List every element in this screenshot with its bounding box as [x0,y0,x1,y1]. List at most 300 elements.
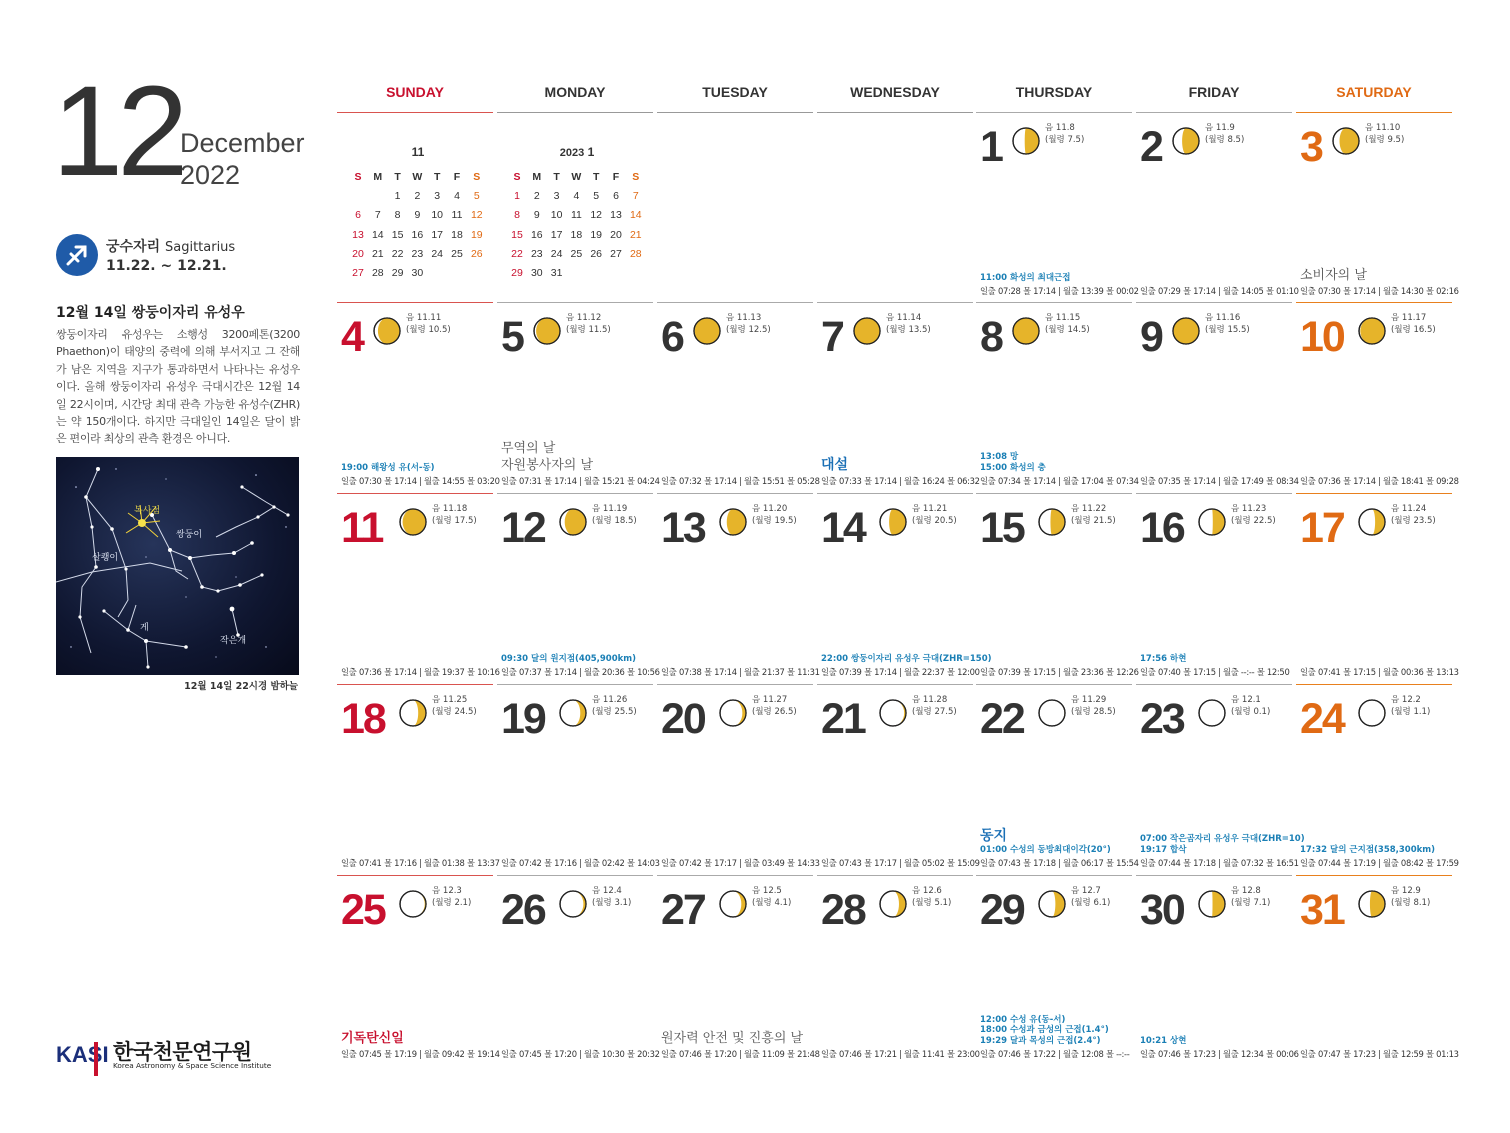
sun-moon-times: 일출 07:38 몰 17:14 | 월출 21:37 몰 11:31 [661,667,820,677]
lunar-date: 음 11.16 (월령 15.5) [1205,313,1250,335]
day-cell[interactable] [976,493,1139,682]
mini-calendar-day: 3 [434,190,441,203]
day-number: 23 [1140,695,1184,743]
day-number: 27 [661,886,705,934]
lunar-date: 음 12.6 (월령 5.1) [912,886,952,908]
gemini-label: 쌍둥이 [176,530,203,540]
solar-term-label: 동지 [980,828,1008,845]
lunar-date: 음 11.23 (월령 22.5) [1231,504,1276,526]
lunar-date: 음 11.11 (월령 10.5) [406,313,451,335]
day-cell[interactable] [817,302,980,491]
lunar-date: 음 12.5 (월령 4.1) [752,886,792,908]
mini-calendar-day: 14 [371,228,384,241]
sun-moon-times: 일출 07:47 몰 17:23 | 월출 12:59 몰 01:13 [1300,1049,1459,1059]
mini-calendar-day: 18 [451,228,463,241]
day-cell[interactable] [337,493,500,682]
mini-calendar-day: 12 [470,209,483,222]
mini-calendar-day: 26 [590,247,603,260]
day-cell[interactable] [337,302,500,491]
mini-calendar-day: T [553,171,560,183]
moon-phase-icon [1358,508,1386,536]
day-number: 26 [501,886,545,934]
mini-calendar-day: 29 [511,267,523,279]
mini-calendar-day: 13 [352,228,364,241]
night-sky-image [56,457,299,675]
day-number: 25 [341,886,385,934]
mini-calendar-day: S [473,171,481,183]
sun-moon-times: 일출 07:42 몰 17:16 | 월출 02:42 몰 14:03 [501,858,660,868]
day-number: 7 [821,313,843,361]
day-number: 28 [821,886,865,934]
lunar-date: 음 11.22 (월령 21.5) [1071,504,1116,526]
mini-calendar-day: 29 [391,267,404,279]
moon-phase-icon [1038,890,1066,918]
mini-calendar-day: 1 [514,190,520,203]
weekday-header-sunday: SUNDAY [337,84,493,113]
day-number: 4 [341,313,363,361]
astronomy-event: 22:00 쌍둥이자리 유성우 극대(ZHR=150) [821,654,992,665]
day-events [1300,267,1456,284]
mini-calendar-day: 12 [590,209,603,222]
day-cell[interactable] [1136,875,1299,1064]
day-number: 20 [661,695,705,743]
mini-calendar-day: 5 [593,190,600,203]
mini-calendar-day: 15 [391,228,404,241]
day-cell[interactable] [1136,684,1305,873]
day-number: 19 [501,695,545,743]
lunar-date: 음 12.9 (월령 8.1) [1391,886,1431,908]
sun-moon-times: 일출 07:28 몰 17:14 | 월출 13:39 몰 00:02 [980,286,1139,296]
sun-moon-times: 일출 07:41 몰 17:15 | 월출 00:36 몰 13:13 [1300,667,1459,677]
day-number: 13 [661,504,705,552]
mini-calendar-day: 27 [352,267,364,279]
mini-calendar-day: 17 [550,228,563,241]
sun-moon-times: 일출 07:30 몰 17:14 | 월출 14:55 몰 03:20 [341,476,500,486]
day-cell[interactable] [1136,302,1299,491]
day-cell[interactable] [1296,875,1459,1064]
mini-calendar-day: 8 [394,209,401,222]
day-cell[interactable] [976,302,1139,491]
lunar-date: 음 12.4 (월령 3.1) [592,886,632,908]
moon-phase-icon [879,699,907,727]
lunar-date: 음 12.1 (월령 0.1) [1231,695,1271,717]
day-events [1140,834,1305,856]
mini-calendar-day: 24 [431,247,444,260]
astronomy-event: 11:00 화성의 최대근접 [980,273,1071,284]
day-events [980,452,1136,474]
mini-calendar-day: 20 [610,228,622,241]
day-events [1140,1036,1296,1047]
day-cell[interactable] [1296,493,1459,682]
astronomy-event: 19:17 합삭 [1140,845,1187,856]
mini-calendar-day: 11 [451,209,463,222]
day-events [821,654,992,665]
mini-calendar-day: 22 [511,247,523,260]
day-cell[interactable] [497,875,660,1064]
lunar-date: 음 11.24 (월령 23.5) [1391,504,1436,526]
sagittarius-icon [56,234,98,276]
day-cell[interactable] [337,684,500,873]
day-cell[interactable] [817,684,980,873]
sun-moon-times: 일출 07:46 몰 17:20 | 월출 11:09 몰 21:48 [661,1049,820,1059]
day-number: 3 [1300,123,1322,171]
lunar-date: 음 11.28 (월령 27.5) [912,695,957,717]
mini-calendar-day: 27 [610,247,622,260]
mini-calendar-day: 23 [411,247,424,260]
day-cell[interactable] [1296,112,1459,301]
mini-calendar-day: 30 [530,267,543,279]
holiday-label: 무역의 날 [501,441,556,456]
moon-phase-icon [1332,127,1360,155]
mini-calendar-day: T [394,171,401,183]
mini-calendar-day: 26 [470,247,483,260]
day-cell[interactable] [657,684,820,873]
cancer-label: 게 [140,623,149,633]
day-cell[interactable] [1296,684,1459,873]
moon-phase-icon [1012,317,1040,345]
sun-moon-times: 일출 07:43 몰 17:18 | 월출 06:17 몰 15:54 [980,858,1139,868]
month-number: 12 [52,60,183,203]
astronomy-event: 07:00 작은곰자리 유성우 극대(ZHR=10) [1140,834,1305,845]
astronomy-event: 17:32 달의 근지점(358,300km) [1300,845,1436,856]
holiday-label: 원자력 안전 및 진흥의 날 [661,1031,804,1046]
lunar-date: 음 11.10 (월령 9.5) [1365,123,1405,145]
mini-calendar-day: 1 [394,190,401,203]
day-number: 24 [1300,695,1344,743]
sun-moon-times: 일출 07:43 몰 17:17 | 월출 05:02 몰 15:09 [821,858,980,868]
day-events [501,440,657,474]
astronomy-event: 19:29 달과 목성의 근접(2.4°) [980,1036,1101,1047]
mini-calendar-day: 5 [473,190,480,203]
day-events [980,827,1136,856]
day-cell[interactable] [497,302,660,491]
sun-moon-times: 일출 07:36 몰 17:14 | 월출 18:41 몰 09:28 [1300,476,1459,486]
mini-calendar-day: 4 [454,190,460,203]
year: 2022 [180,160,241,190]
mini-calendar-day: 19 [590,228,603,241]
moon-phase-icon [399,890,427,918]
mini-calendar-day: 15 [511,228,523,241]
sun-moon-times: 일출 07:41 몰 17:16 | 월출 01:38 몰 13:37 [341,858,500,868]
mini-calendar-day: M [373,171,383,183]
day-number: 11 [341,504,383,552]
mini-calendar-day: 16 [530,228,543,241]
day-cell[interactable] [1296,302,1459,491]
astronomy-event: 18:00 수성과 금성의 근접(1.4°) [980,1025,1109,1036]
mini-calendar-day: W [571,171,582,183]
astronomy-event: 15:00 화성의 충 [980,463,1046,474]
mini-calendar-week [348,209,488,228]
day-events [341,463,497,474]
moon-phase-icon [559,699,587,727]
astronomy-event: 13:08 망 [980,452,1019,463]
logo-name-ko: 한국천문연구원 [113,1040,252,1064]
day-number: 14 [821,504,865,552]
sun-moon-times: 일출 07:39 몰 17:15 | 월출 23:36 몰 12:26 [980,667,1139,677]
mini-calendar-week [348,229,488,248]
mini-calendar-weekday-row [348,171,488,190]
sun-moon-times: 일출 07:34 몰 17:14 | 월출 17:04 몰 07:34 [980,476,1139,486]
mini-calendar-week [348,190,488,209]
lunar-date: 음 12.8 (월령 7.1) [1231,886,1271,908]
lynx-label: 살쾡이 [92,553,119,563]
moon-phase-icon [1012,127,1040,155]
weekday-header-thursday: THURSDAY [976,84,1132,113]
mini-calendar-day: 16 [411,228,424,241]
sun-moon-times: 일출 07:35 몰 17:14 | 월출 17:49 몰 08:34 [1140,476,1299,486]
day-events [661,1030,817,1047]
mini-calendar-week [507,209,647,228]
mini-calendar-day: 19 [470,228,483,241]
mini-calendar-week [348,248,488,267]
mini-calendar-week [507,229,647,248]
lunar-date: 음 11.9 (월령 8.5) [1205,123,1245,145]
moon-phase-icon [693,317,721,345]
moon-phase-icon [399,508,427,536]
day-cell[interactable] [497,684,660,873]
day-number: 10 [1300,313,1344,361]
mini-calendar-day: 6 [613,190,619,203]
lunar-date: 음 11.29 (월령 28.5) [1071,695,1116,717]
mini-calendar-day: T [433,171,441,183]
moon-phase-icon [1358,699,1386,727]
lunar-date: 음 12.2 (월령 1.1) [1391,695,1431,717]
day-number: 21 [821,695,865,743]
mini-calendar-day: 21 [629,228,642,241]
image-caption: 12월 14일 22시경 밤하늘 [184,681,298,692]
day-cell[interactable] [976,875,1132,1064]
day-number: 6 [661,313,683,361]
lunar-date: 음 11.25 (월령 24.5) [432,695,477,717]
holiday-label: 자원봉사자의 날 [501,458,594,473]
mini-calendar-day: 4 [573,190,580,203]
weekday-header-friday: FRIDAY [1136,84,1292,113]
moon-phase-icon [1198,890,1226,918]
canis-minor-label: 작은개 [220,636,247,646]
moon-phase-icon [719,890,747,918]
lunar-date: 음 11.19 (월령 18.5) [592,504,637,526]
mini-calendar-day: 3 [553,190,560,203]
weekday-header-wednesday: WEDNESDAY [817,84,973,113]
lunar-date: 음 11.17 (월령 16.5) [1391,313,1436,335]
mini-calendar-day: 23 [530,247,543,260]
mini-calendar-day: 7 [632,190,639,203]
astronomy-event: 17:56 하현 [1140,654,1187,665]
mini-calendar-week [507,190,647,209]
mini-calendar-day: 28 [629,247,642,260]
day-cell[interactable] [1136,112,1299,301]
sun-moon-times: 일출 07:46 몰 17:21 | 월출 11:41 몰 23:00 [821,1049,980,1059]
moon-phase-icon [719,699,747,727]
lunar-date: 음 11.27 (월령 26.5) [752,695,797,717]
mini-calendar-title: 2023 1 [559,145,595,159]
lunar-date: 음 12.7 (월령 6.1) [1071,886,1111,908]
sun-moon-times: 일출 07:42 몰 17:17 | 월출 03:49 몰 14:33 [661,858,820,868]
mini-calendar-day: 30 [411,267,424,279]
mini-calendar-day: 7 [374,209,381,222]
radiant-label: 복사점 [134,506,161,516]
weekday-header-monday: MONDAY [497,84,653,113]
sun-moon-times: 일출 07:45 몰 17:19 | 월출 09:42 몰 19:14 [341,1049,500,1059]
moon-phase-icon [879,890,907,918]
mini-calendar-day: 17 [431,228,444,241]
day-number: 31 [1300,886,1344,934]
logo-name-en: Korea Astronomy & Space Science Institute [113,1061,272,1070]
mini-calendar-day: 25 [451,247,463,260]
mini-calendar-day: 21 [371,247,384,260]
moon-phase-icon [1358,317,1386,345]
sun-moon-times: 일출 07:44 몰 17:19 | 월출 08:42 몰 17:59 [1300,858,1459,868]
day-number: 5 [501,313,523,361]
day-events [980,1015,1136,1047]
day-events [980,273,1136,284]
moon-phase-icon [879,508,907,536]
sun-moon-times: 일출 07:37 몰 17:14 | 월출 20:36 몰 10:56 [501,667,660,677]
sun-moon-times: 일출 07:39 몰 17:14 | 월출 22:37 몰 12:00 [821,667,980,677]
day-cell[interactable] [497,493,660,682]
mini-calendar-day: S [513,171,521,183]
mini-calendar-day: 2 [414,190,421,203]
sun-moon-times: 일출 07:32 몰 17:14 | 월출 15:51 몰 05:28 [661,476,820,486]
day-cell[interactable] [976,684,1139,873]
day-number: 15 [980,504,1024,552]
mini-calendar-day: 28 [371,267,384,279]
day-number: 8 [980,313,1002,361]
mini-calendar-day: F [453,171,461,183]
mini-calendar-day: F [612,171,620,183]
moon-phase-icon [1198,508,1226,536]
day-events [501,654,657,665]
lunar-date: 음 11.26 (월령 25.5) [592,695,637,717]
day-number: 9 [1140,313,1162,361]
day-number: 1 [980,123,1002,171]
mini-calendar-day: 22 [391,247,404,260]
astronomy-event: 01:00 수성의 동방최대이각(20°) [980,845,1111,856]
sun-moon-times: 일출 07:40 몰 17:15 | 월출 --:-- 몰 12:50 [1140,667,1290,677]
mini-calendar-week [348,267,488,286]
day-number: 12 [501,504,545,552]
sun-moon-times: 일출 07:31 몰 17:14 | 월출 15:21 몰 04:24 [501,476,660,486]
lunar-date: 음 12.3 (월령 2.1) [432,886,472,908]
day-number: 16 [1140,504,1184,552]
astronomy-event: 09:30 달의 원지점(405,900km) [501,654,637,665]
weekday-header-saturday: SATURDAY [1296,84,1452,113]
moon-phase-icon [1198,699,1226,727]
moon-phase-icon [559,508,587,536]
month-name: December [180,128,305,158]
moon-phase-icon [533,317,561,345]
mini-calendar-day: 2 [533,190,540,203]
sun-moon-times: 일출 07:29 몰 17:14 | 월출 14:05 몰 01:10 [1140,286,1299,296]
day-number: 30 [1140,886,1184,934]
mini-calendar-week [507,248,647,267]
mini-calendar-day: 14 [629,209,642,222]
mini-calendar-day: 9 [533,209,540,222]
mini-calendar-day: M [532,171,542,183]
moon-phase-icon [373,317,401,345]
article-title: 12월 14일 쌍둥이자리 유성우 [56,305,245,321]
mini-calendar-weekday-row [507,171,647,190]
sun-moon-times: 일출 07:46 몰 17:23 | 월출 12:34 몰 00:06 [1140,1049,1299,1059]
day-events [341,1030,497,1047]
day-number: 17 [1300,504,1344,552]
lunar-date: 음 11.12 (월령 11.5) [566,313,611,335]
sun-moon-times: 일출 07:36 몰 17:14 | 월출 19:37 몰 10:16 [341,667,500,677]
moon-phase-icon [1172,127,1200,155]
zodiac-dates: 11.22. ~ 12.21. [106,258,227,274]
weekday-header-tuesday: TUESDAY [657,84,813,113]
astronomy-event: 12:00 수성 유(동-서) [980,1014,1066,1025]
mini-calendar-day: S [354,171,362,183]
mini-calendar-day: 8 [514,209,520,222]
moon-phase-icon [399,699,427,727]
mini-calendar-day: 18 [570,228,583,241]
moon-phase-icon [559,890,587,918]
article-body: 쌍둥이자리 유성우는 소행성 3200페톤(3200 Phaethon)이 태양의 중력에 의해 부서지고 그 잔해가 남은 지역을 지구가 통과하면서 나타나는 유성우이다. 올해 쌍둥이자리 유성우 극대시간은 12월 14일 22시이며, 시간당 최대 관측 가능한 유성수(ZHR)는 약 150개이다. 하지만 극대일인 14일은 달이 밝은 편이라 최상의 관측 환경은 아니다. [56,328,300,446]
sun-moon-times: 일출 07:45 몰 17:20 | 월출 10:30 몰 20:32 [501,1049,660,1059]
astronomy-event: 10:21 상현 [1140,1036,1187,1047]
moon-phase-icon [1172,317,1200,345]
day-cell[interactable] [817,493,992,682]
day-cell[interactable] [817,875,980,1064]
mini-calendar-day: 6 [355,209,361,222]
mini-calendar-day: 11 [570,209,582,222]
day-cell[interactable] [976,112,1139,301]
astronomy-event: 19:00 해왕성 유(서-동) [341,463,435,474]
sun-moon-times: 일출 07:33 몰 17:14 | 월출 16:24 몰 06:32 [821,476,980,486]
lunar-date: 음 11.14 (월령 13.5) [886,313,931,335]
day-cell[interactable] [657,493,820,682]
lunar-date: 음 11.8 (월령 7.5) [1045,123,1085,145]
lunar-date: 음 11.15 (월령 14.5) [1045,313,1090,335]
day-events [1140,654,1296,665]
sun-moon-times: 일출 07:46 몰 17:22 | 월출 12:08 몰 --:-- [980,1049,1130,1059]
mini-calendar-title: 11 [411,145,425,159]
lunar-date: 음 11.20 (월령 19.5) [752,504,797,526]
mini-calendar-day: 25 [570,247,583,260]
lunar-date: 음 11.21 (월령 20.5) [912,504,957,526]
moon-phase-icon [1038,699,1066,727]
day-number: 22 [980,695,1024,743]
mini-calendar-day: T [592,171,600,183]
kasi-mark: KASI [56,1042,109,1067]
lunar-date: 음 11.13 (월령 12.5) [726,313,771,335]
mini-calendar-day: 13 [610,209,622,222]
mini-calendar-day: 20 [352,247,364,260]
mini-calendar-day: 10 [550,209,563,222]
mini-calendar-week [507,267,647,286]
mini-calendar-day: 31 [550,267,563,279]
moon-phase-icon [853,317,881,345]
day-events [1300,845,1456,856]
moon-phase-icon [719,508,747,536]
holiday-label: 기독탄신일 [341,1031,404,1046]
day-number: 29 [980,886,1024,934]
day-cell[interactable] [657,302,820,491]
day-cell[interactable] [1136,493,1292,682]
mini-calendar-day: 10 [431,209,444,222]
holiday-label: 소비자의 날 [1300,268,1367,283]
moon-phase-icon [1358,890,1386,918]
day-number: 2 [1140,123,1162,171]
day-cell[interactable] [337,875,500,1064]
lunar-date: 음 11.18 (월령 17.5) [432,504,477,526]
sun-moon-times: 일출 07:44 몰 17:18 | 월출 07:32 몰 16:51 [1140,858,1299,868]
solar-term-label: 대설 [821,457,849,473]
mini-calendar-day: 24 [550,247,563,260]
day-cell[interactable] [657,875,820,1064]
mini-calendar-day: S [632,171,640,183]
